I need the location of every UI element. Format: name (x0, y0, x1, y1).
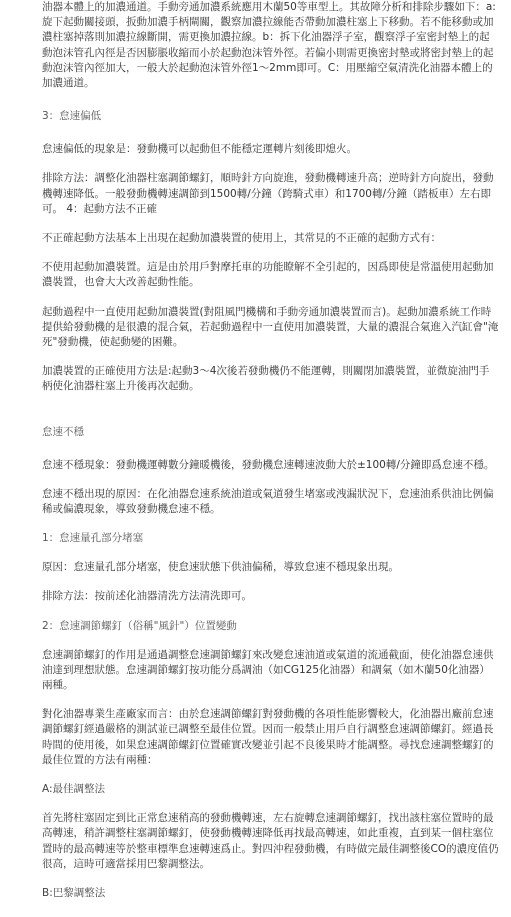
method-a-description: 首先將柱塞固定到比正常怠速稍高的發動機轉速，左右旋轉怠速調節螺釘，找出該柱塞位置時的最高轉速，稍許調整柱塞調節螺釘，使發動機轉速降低再找最高轉速，如此重複，直到某一個柱塞位置時的最高轉速等於整車標準怠速轉速爲止。對四沖程發動機，有時做完最佳調整後CO的濃度值仍很高，這時可適當採用巴黎調整法。 (42, 812, 499, 870)
improper-start-item-2: 起動過程中一直使用起動加濃裝置(對阻風門機構和手動旁通加濃裝置而言)。起動加濃系統工作時提供給發動機的是很濃的混合氣，若起動過程中一直使用加濃裝置，大量的濃混合氣進入汽缸會"淹死"發動機，使起動變的困難。 (42, 305, 499, 349)
idle-unstable-cause: 怠速不穩出現的原因：在化油器怠速系統油道或氣道發生堵塞或洩漏狀況下，怠速油系供油比例偏稀或偏濃現象，導致發動機怠速不穩。 (42, 487, 494, 516)
cause2-description: 怠速調節螺釘的作用是通過調整怠速調節螺釘來改變怠速油道或氣道的流通截面，使化油器怠速供油達到理想狀態。怠速調節螺釘按功能分爲調油（如CG125化油器）和調氣（如木蘭50化油器）兩種。 (42, 648, 494, 692)
intro-paragraph: 油器本體上的加濃通道。手動旁通加濃系統應用木蘭50等車型上。其故障分析和排除步驟如下：a:旋下起動關接頭，扳動加濃手柄閘關，觀察加濃拉線能否帶動加濃柱塞上下移動。若不能移動或加濃柱塞掉落則加濃拉線斷開，需更換加濃拉線。b：拆下化油器浮子室，觀察浮子室密封墊上的起動泡沫管孔內徑是否因膨脹收縮而小於起動泡沫管外徑。若偏小則需更換密封墊或將密封墊上的起動泡沫管內徑加大，一般大於起動泡沫管外徑1～2mm即可。C：用壓縮空氣清洗化油器本體上的加濃通道。 (42, 1, 496, 90)
cause1-title: 1：怠速量孔部分堵塞 (42, 532, 144, 545)
idle-low-symptom: 怠速偏低的現象是：發動機可以起動但不能穩定運轉片刻後即熄火。 (42, 143, 357, 156)
idle-unstable-symptom: 怠速不穩現象：發動機運轉數分鐘暖機後，發動機怠速轉速波動大於±100轉/分鐘即爲怠速不穩。 (42, 458, 495, 471)
idle-low-fix: 排除方法：調整化油器柱塞調節螺釘，順時針方向旋進，發動機轉速升高；逆時針方向旋出，發動機轉速降低。一般發動機轉速調節到1500轉/分鐘（跨騎式車）和1700轉/分鐘（踏板車）左右即可。 4：起動方法不正確 (42, 172, 494, 215)
cause2-title: 2：怠速調節螺釘（俗稱"風針"）位置變動 (42, 619, 237, 632)
method-b-title: B:巴黎調整法 (42, 886, 106, 899)
cause2-note: 對化油器專業生產廠家而言：由於怠速調節螺釘對發動機的各項性能影響較大，化油器出廠前怠速調節螺釘經過嚴格的測試並已調整至最佳位置。因而一般禁止用戶自行調整怠速調節螺釘。經過長時間的使用後，如果怠速調節螺釘位置確實改變並引起不良後果時才能調整。尋找怠速調整螺釘的最佳位置的方法有兩種： (42, 708, 494, 766)
cause1-reason: 原因：怠速量孔部分堵塞，使怠速狀態下供油偏稀，導致怠速不穩現象出現。 (42, 561, 399, 574)
method-a-title: A:最佳調整法 (42, 783, 106, 796)
section-idle-unstable-title: 怠速不穩 (42, 425, 84, 438)
cause1-fix: 排除方法：按前述化油器清洗方法清洗即可。 (42, 590, 252, 603)
improper-start-item-3: 加濃裝置的正確使用方法是:起動3～4次後若發動機仍不能運轉，則關閉加濃裝置，並微旋油門手柄使化油器柱塞上升後再次起動。 (42, 365, 490, 393)
section-idle-low-title: 3：怠速偏低 (42, 110, 102, 123)
improper-start-intro: 不正確起動方法基本上出現在起動加濃裝置的使用上，其常見的不正確的起動方式有： (42, 232, 441, 245)
improper-start-item-1: 不使用起動加濃裝置。這是由於用戶對摩托車的功能瞭解不全引起的，因爲即使是常溫使用起動加濃裝置，也會大大改善起動性能。 (42, 261, 494, 289)
